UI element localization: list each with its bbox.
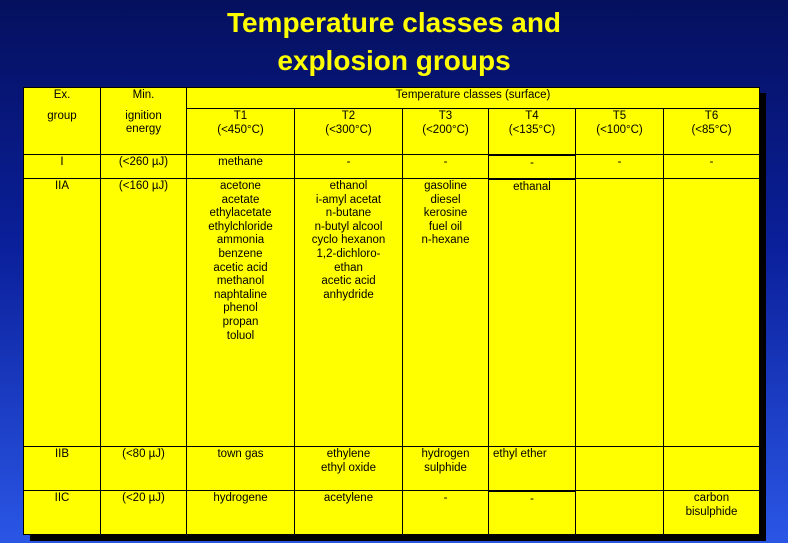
header-ex: Ex. [24, 88, 101, 109]
substance: acetic acid [213, 261, 268, 274]
substance: toluol [226, 329, 255, 342]
t5-cell [576, 447, 664, 491]
t3-cell: - [403, 491, 489, 535]
title-line-1: Temperature classes and [226, 7, 562, 38]
header-group: group [24, 109, 101, 155]
t2-cell: - [295, 155, 403, 179]
substance: ammonia [216, 234, 265, 247]
t2-cell [295, 447, 403, 491]
title-line-2: explosion groups [277, 45, 511, 76]
t3-cell: - [403, 155, 489, 179]
table-row-I [24, 155, 760, 179]
substance: sulphide [424, 461, 467, 474]
header-t2 [295, 109, 403, 155]
t3-cell [403, 179, 489, 447]
header-t1 [187, 109, 295, 155]
t2-name: T2 [341, 110, 356, 122]
substance: n-butyl alcool [314, 220, 383, 233]
header-row-1 [24, 88, 760, 109]
header-ignition-energy [101, 109, 187, 155]
t5-cell [576, 179, 664, 447]
header-t3 [403, 109, 489, 155]
t6-name: T6 [704, 110, 719, 122]
group-cell: IIA [24, 179, 101, 447]
t2-cell: acetylene [295, 491, 403, 535]
t1-name: T1 [233, 110, 248, 122]
substance: i-amyl acetat [315, 193, 382, 206]
group-cell: IIC [24, 491, 101, 535]
substance: naphtaline [213, 288, 268, 301]
substance: acetic acid [321, 275, 376, 288]
t1-cell: methane [187, 155, 295, 179]
energy-cell: (<160 µJ) [101, 179, 187, 447]
t3-range: (<200°C) [422, 123, 469, 136]
t3-cell [403, 447, 489, 491]
header-t6 [664, 109, 760, 155]
t4-range: (<135°C) [508, 123, 556, 136]
t6-cell [664, 447, 760, 491]
t1-cell: town gas [187, 447, 295, 491]
t4-cell: - [489, 491, 576, 535]
substance: benzene [218, 247, 263, 260]
t6-cell [664, 491, 760, 535]
substance: carbon [693, 492, 730, 504]
substance: n-hexane [421, 234, 470, 247]
substance: acetate [221, 193, 260, 206]
t1-cell: hydrogene [187, 491, 295, 535]
substance: ethanol [329, 180, 368, 192]
substance: bisulphide [685, 505, 738, 518]
substance: kerosine [423, 207, 468, 220]
t6-cell [664, 179, 760, 447]
t2-cell [295, 179, 403, 447]
header-temperature-classes: Temperature classes (surface) [187, 88, 760, 109]
substance: propan [222, 315, 259, 328]
substance: fuel oil [428, 220, 463, 233]
substance: acetone [220, 180, 261, 192]
header-row-2 [24, 109, 760, 155]
energy-cell: (<260 µJ) [101, 155, 187, 179]
substance: phenol [223, 302, 258, 315]
substance: gasoline [424, 180, 467, 192]
substance: cyclo hexanon [311, 234, 386, 247]
header-ignition: ignition [125, 109, 162, 122]
table-row-IIB [24, 447, 760, 491]
t3-name: T3 [438, 110, 453, 122]
substance: methanol [216, 275, 265, 288]
t5-cell: - [576, 155, 664, 179]
t4-cell: - [489, 155, 576, 179]
slide-title [0, 4, 788, 80]
substance: 1,2-dichloro- [316, 247, 381, 260]
table-row-IIC [24, 491, 760, 535]
substance: diesel [430, 193, 461, 206]
table-row-IIA [24, 179, 760, 447]
header-t4 [489, 109, 576, 155]
t4-cell [489, 179, 576, 447]
t6-range: (<85°C) [691, 123, 732, 136]
substance: ethyl oxide [321, 461, 376, 474]
group-cell: I [24, 155, 101, 179]
energy-cell: (<80 µJ) [101, 447, 187, 491]
substance: ethanal [513, 180, 551, 193]
substance: ethylacetate [209, 207, 272, 220]
t1-cell [187, 179, 295, 447]
header-energy: energy [125, 123, 162, 136]
substance: ethan [334, 261, 363, 274]
substance: anhydride [323, 288, 374, 301]
t4-cell: ethyl ether [489, 447, 576, 491]
energy-cell: (<20 µJ) [101, 491, 187, 535]
t5-range: (<100°C) [596, 123, 643, 136]
temperature-classes-table [23, 87, 759, 535]
header-t5 [576, 109, 664, 155]
t6-cell: - [664, 155, 760, 179]
substance: n-butane [325, 207, 372, 220]
substance: hydrogen [421, 448, 470, 460]
t2-range: (<300°C) [325, 123, 372, 136]
t1-range: (<450°C) [217, 123, 264, 136]
group-cell: IIB [24, 447, 101, 491]
t5-cell [576, 491, 664, 535]
t4-name: T4 [525, 110, 539, 122]
t5-name: T5 [612, 110, 627, 122]
substance: ethylchloride [208, 220, 273, 233]
header-min: Min. [101, 88, 187, 109]
substance: ethylene [326, 448, 371, 460]
